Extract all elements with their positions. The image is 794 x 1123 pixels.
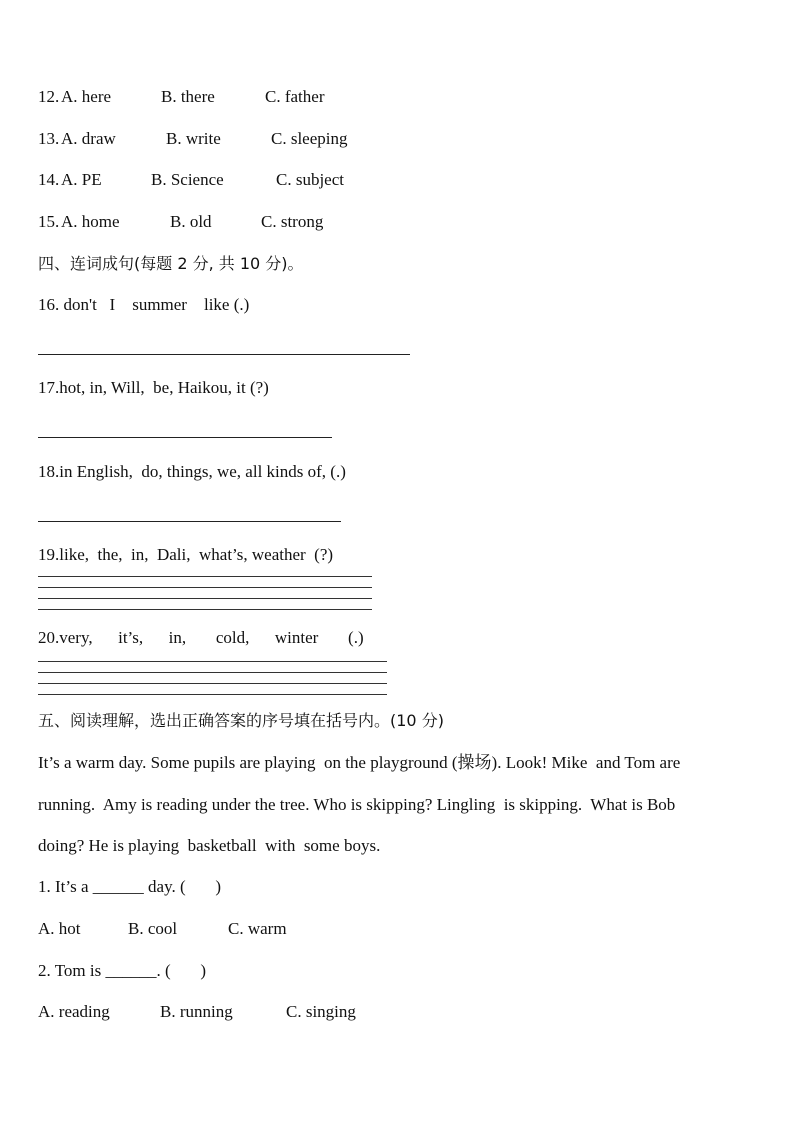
option-c: C. subject	[276, 170, 344, 189]
question-20: 20.very, it’s, in, cold, winter (.)	[38, 628, 364, 647]
answer-lines-19[interactable]	[38, 576, 372, 620]
option-a: A. reading	[38, 1002, 110, 1021]
question-19: 19.like, the, in, Dali, what’s, weather (?)	[38, 545, 334, 564]
option-c: C. sleeping	[271, 129, 348, 148]
question-number: 15.	[38, 212, 60, 231]
option-a: A. draw	[61, 129, 116, 148]
question-number: 12.	[38, 87, 60, 106]
question-17: 17.hot, in, Will, be, Haikou, it (?)	[38, 378, 269, 397]
option-b: B. old	[170, 212, 212, 231]
passage-line-2: running. Amy is reading under the tree. Who is skipping? Lingling is skipping. What is Bob	[38, 795, 676, 814]
option-b: B. Science	[151, 170, 224, 189]
option-b: B. running	[160, 1002, 233, 1021]
answer-line-18[interactable]	[38, 521, 341, 522]
section-4-title: 四、连词成句(每题 2 分, 共 10 分)。	[38, 254, 304, 273]
question-number: 13.	[38, 129, 60, 148]
option-a: A. hot	[38, 919, 81, 938]
passage-line-1: It’s a warm day. Some pupils are playing on the playground (操场). Look! Mike and Tom are	[38, 753, 681, 772]
option-b: B. write	[166, 129, 221, 148]
reading-question-2: 2. Tom is ______. ( )	[38, 961, 207, 980]
option-c: C. strong	[261, 212, 324, 231]
option-c: C. singing	[286, 1002, 356, 1021]
option-b: B. there	[161, 87, 215, 106]
reading-question-1: 1. It’s a ______ day. ( )	[38, 877, 222, 896]
option-c: C. warm	[228, 919, 287, 938]
option-a: A. here	[61, 87, 112, 106]
option-c: C. father	[265, 87, 325, 106]
passage-line-3: doing? He is playing basketball with some boys.	[38, 836, 381, 855]
option-a: A. PE	[61, 170, 102, 189]
question-number: 14.	[38, 170, 60, 189]
option-b: B. cool	[128, 919, 178, 938]
answer-line-16[interactable]	[38, 354, 410, 355]
question-18: 18.in English, do, things, we, all kinds of, (.)	[38, 462, 346, 481]
answer-lines-20[interactable]	[38, 661, 387, 705]
question-16: 16. don't I summer like (.)	[38, 295, 250, 314]
answer-line-17[interactable]	[38, 437, 332, 438]
option-a: A. home	[61, 212, 120, 231]
section-5-title: 五、阅读理解，选出正确答案的序号填在括号内。(10 分)	[38, 711, 444, 730]
